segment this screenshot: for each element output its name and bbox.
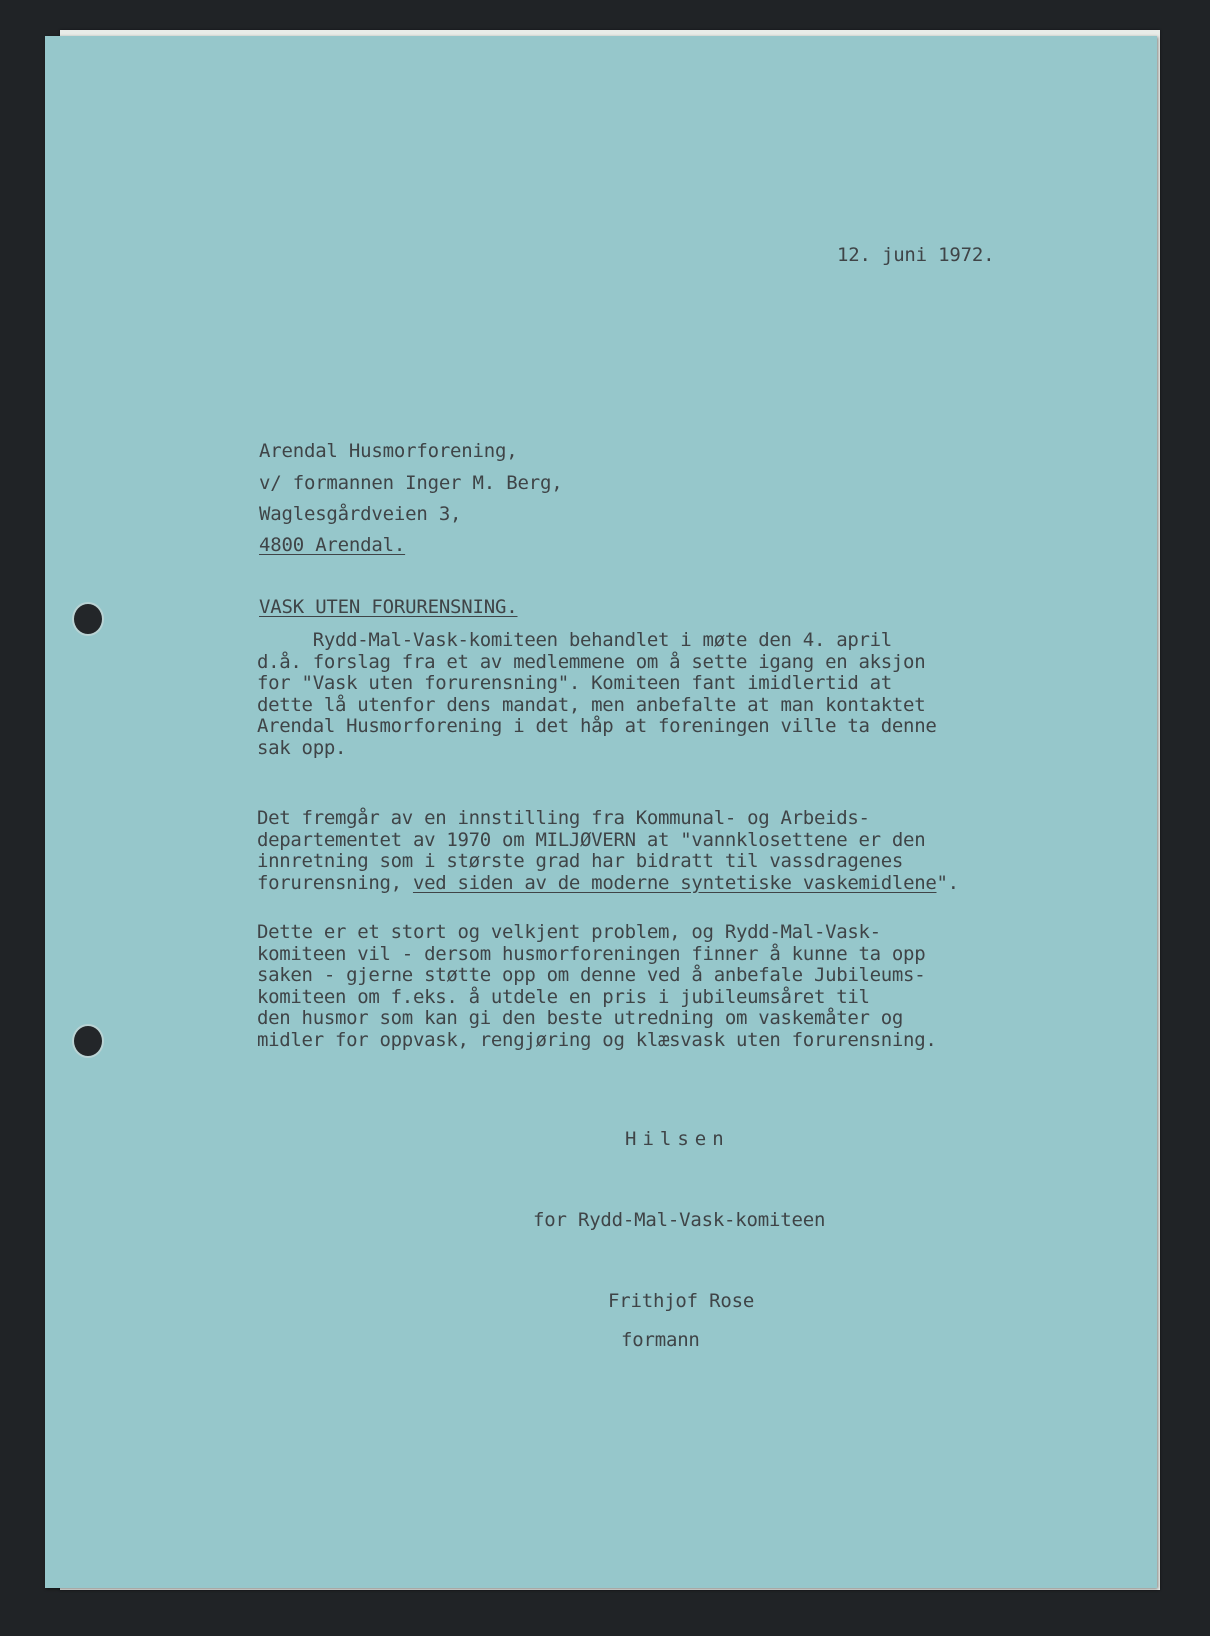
punch-hole-bottom bbox=[72, 1024, 104, 1058]
signature-title: formann bbox=[621, 1329, 700, 1351]
signature-name: Frithjof Rose bbox=[608, 1290, 755, 1312]
letter-page bbox=[45, 36, 1157, 1588]
paragraph-3-line: midler for oppvask, rengjøring og klæsvask uten forurensning. bbox=[257, 1028, 937, 1051]
paragraph-2-end-quote: ". bbox=[936, 871, 959, 894]
on-behalf-of: for Rydd-Mal-Vask-komiteen bbox=[533, 1209, 826, 1231]
recipient-line-2: v/ formannen Inger M. Berg, bbox=[259, 472, 563, 494]
paragraph-2-line: Det fremgår av en innstilling fra Kommunal- og Arbeids- bbox=[257, 807, 870, 829]
paragraph-1 bbox=[257, 630, 1097, 759]
paragraph-3-line: komiteen om f.eks. å utdele en pris i jubileumsåret til bbox=[257, 985, 870, 1008]
paragraph-3 bbox=[257, 922, 1097, 1051]
paragraph-3-line: komiteen vil - dersom husmorforeningen finner å kunne ta opp bbox=[257, 942, 926, 965]
paragraph-3-line: den husmor som kan gi den beste utredning om vaskemåter og bbox=[257, 1007, 904, 1029]
paragraph-3-line: Dette er et stort og velkjent problem, og Rydd-Mal-Vask- bbox=[257, 921, 881, 943]
paragraph-1-line: d.å. forslag fra et av medlemmene om å sette igang en aksjon bbox=[257, 650, 926, 673]
letter-subject: VASK UTEN FORURENSNING. bbox=[259, 596, 518, 618]
paragraph-2-underlined-quote: ved siden av de moderne syntetiske vaskemidlene bbox=[412, 871, 937, 894]
recipient-line-1: Arendal Husmorforening, bbox=[259, 440, 518, 462]
paragraph-2-line: innretning som i største grad har bidratt til vassdragenes bbox=[257, 850, 904, 872]
punch-hole-top bbox=[72, 602, 104, 636]
paragraph-2-last-line bbox=[257, 873, 1097, 895]
paragraph-2-line: departementet av 1970 om MILJØVERN at "vannklosettene er den bbox=[257, 828, 926, 851]
paragraph-3-line: saken - gjerne støtte opp om denne ved å anbefale Jubileums- bbox=[257, 964, 926, 986]
greeting: Hilsen bbox=[625, 1128, 730, 1150]
paragraph-1-line: sak opp. bbox=[257, 736, 347, 759]
recipient-line-4: 4800 Arendal. bbox=[259, 534, 406, 556]
recipient-line-3: Waglesgårdveien 3, bbox=[259, 503, 462, 525]
paragraph-1-line: dette lå utenfor dens mandat, men anbefalte at man kontaktet bbox=[257, 693, 926, 716]
paragraph-2 bbox=[257, 808, 1097, 894]
paragraph-1-line: Rydd-Mal-Vask-komiteen behandlet i møte den 4. april bbox=[257, 629, 892, 651]
paragraph-1-line: Arendal Husmorforening i det håp at foreningen ville ta denne bbox=[257, 715, 937, 737]
letter-date: 12. juni 1972. bbox=[837, 244, 995, 266]
paragraph-1-line: for "Vask uten forurensning". Komiteen fant imidlertid at bbox=[257, 672, 892, 694]
paragraph-2-plain-text: forurensning, bbox=[257, 871, 413, 894]
